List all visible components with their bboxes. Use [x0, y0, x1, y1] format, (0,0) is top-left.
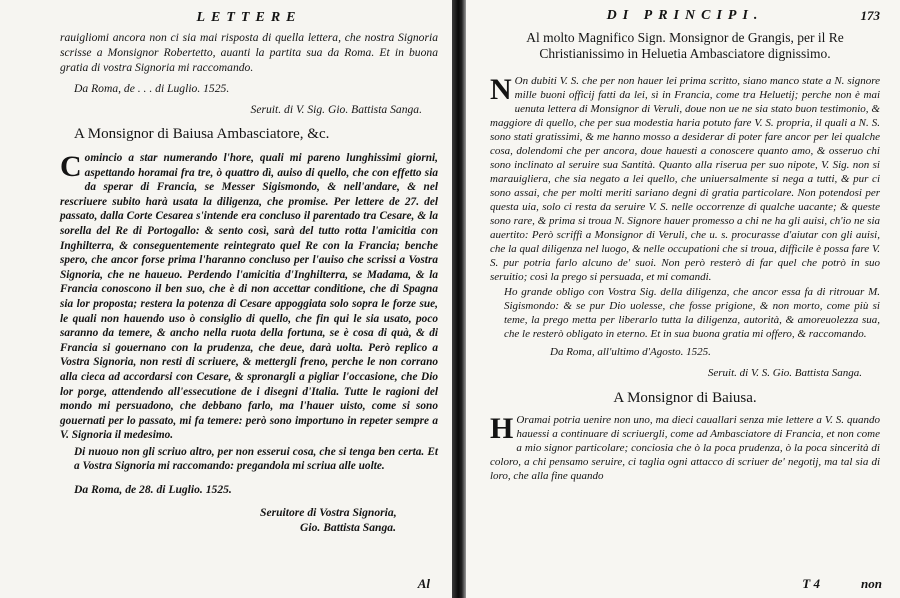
left-letter-body: [60, 151, 438, 443]
book-gutter: [452, 0, 466, 598]
right-body-text-2: Oramai potria uenire non uno, ma dieci cauallari senza mie lettere a V. S. quando hauessi a continuare di scriuergli, come ad Ambasciatore di Francia, et non come a mio signor particolare; conciosia che ò la poca prudenza, ò la poca sincerità di coloro, a chi pensamo seruire, ci taglia ogni attacco di scriuer de' negotij, ma tal sia di loro, che alla fine quando: [490, 414, 880, 482]
right-page-number: 173: [860, 8, 880, 23]
right-paragraph-2: Ho grande obligo con Vostra Sig. della diligenza, che ancor essa fa di ritrouar M. Sigismondo: & se pur Dio uolesse, che fosse prigione, & non morto, come più si teme, la prego metta per liberarlo tutta la diligenza, autorità, & amoreuolezza sua, che le resterò obligato in eterno. Et in sua buona gratia mi offero, & raccomando.: [504, 286, 880, 340]
left-letter-heading: A Monsignor di Baiusa Ambasciatore, &c.: [74, 126, 330, 142]
left-dateline-2: Da Roma, de 28. di Luglio. 1525.: [74, 483, 232, 497]
right-signature: Seruit. di V. S. Gio. Battista Sanga.: [707, 367, 862, 379]
right-body-text: On dubiti V. S. che per non hauer lei prima scritto, siano manco state a N. signore mille buoni officij fatti da lei, sì in Francia, come tra Heluetij; perche non è mai uenuta lettera di Monsignor di Veruli, doue non ue ne sia stato buon testimonio, & maggiore di quello, che per sua modestia haria potuto fare V. S. propria, il quali a N. S. sono stati gratissimi, & me hanno mosso a desiderar di poter fare ancor per lei qualche cosa, dolendomi che per ancora, doue hauesti a conoscere quanto amo, & osseruo chi sono inclinato al seruire sua Santità. Quanto alla riserua per suo nipote, V. Sig. non si marauigliera, che sia negato a lei quello, che uniuersalmente si nega a tutti, & pur ci sono assai, che per molti meriti sariano degni di gratia particolare. Non potendosi per questa uia, solo ci resta da seruire V. S. nelle occorrenze di qualche uacante; & queste sono rare, & prima si troua N. Signore hauer promesso a chi ne ha gli auisi, ch'io ne sia auertito: Però scriffi a Monsignor di Veruli, che u. s. procurasse d'aiutar con gli auisi, che la qual diligenza nel luogo, & nelle occupationi che si troua, difficile è possa fare V. S. pur potria farlo alcuno de' suoi. Non però resterò di far quel che potrò in suo seruitio; così la prego si persuada, et mi comandi.: [490, 75, 880, 283]
right-running-head-wrap: [490, 8, 880, 24]
right-running-head: DI PRINCIPI.: [606, 8, 764, 23]
left-catchword: Al: [417, 576, 430, 591]
left-signature-2-line-2: Gio. Battista Sanga.: [300, 521, 396, 535]
left-continuation-text: rauigliomi ancora non ci sia mai risposta di quella lettera, che nostra Signoria scrisse a Monsignor Robertetto, auanti la partita sua da Roma. Et in buona gratia di vostra Signoria mi raccomando.: [60, 31, 438, 74]
right-page: [466, 0, 900, 598]
right-letter-title: Al molto Magnifico Sign. Monsignor de Grangis, per il Re Christianissimo in Heluetia Ambasciatore dignissimo.: [526, 30, 844, 61]
left-signature-2-line-1: Seruitore di Vostra Signoria,: [260, 506, 397, 520]
right-catchword: non: [861, 576, 882, 591]
left-body-text: omincio a star numerando l'hore, quali mi pareno lunghissimi giorni, aspettando horamai fra tre, ò quattro dì, auiso di quello, che con effetto sia da sperar di Francia, se Messer Sigismondo, & nell'andare, & nel rescriuere subito harà usata la diligenza, che promise. Per lettere de 27. del passato, dalla Corte Cesarea s'intende era concluso il parentado tra Cesare, & la sorella del Re di Portogallo: & sento così, sarà del tutto rotta l'amicitia con Inghilterra, & conseguentemente reintegrato quel Re con la Francia; benche spero, che ancor forse prima l'haranno concluso per l'auiso che scrissi a Vostra Signoria, che ne haueuo. Perdendo l'amicitia d'Inghilterra, se Madama, & la Francia conoscono il ben suo, che è di non accettar conditione, che di Spagna sia lor proposta; restera la potenza di Cesare appoggiata solo sopra le forze sue, le quali non hauendo uso ò consiglio di quello, che fin qui le sia usato, poco saranno da temere, & ancho nella ruota della fortuna, se è cosa di quà, & di Francia si gouernano con la prudenza, che deue, darà uolta. Però replico a Vostra Signoria, non resti di scriuere, & mettergli freno, perche le non corrano alla cieca ad accordarsi con Cesare, & spronargli a pigliar l'occasione, che Dio lor porge, attendendo all'essecutione de i disegni d'Italia. Tutte le ragioni del mondo mi persuadono, che debbano farlo, ma l'hauer uisto, come si sono gouernati per lo passato, mi fa temere: però sono importuno in repeter sempre a V. Signoria il medesimo.: [60, 152, 438, 442]
right-letter-heading: A Monsignor di Baiusa.: [613, 390, 757, 406]
left-closing-text: Di nuouo non gli scriuo altro, per non esserui cosa, che si tenga ben certa. Et a Vostra Signoria mi raccomando: pregandola mi scriua alle uolte.: [74, 445, 438, 473]
left-running-head: LETTERE: [196, 10, 302, 25]
left-signature: Seruit. di V. Sig. Gio. Battista Sanga.: [250, 103, 422, 116]
right-dropcap-2: H: [490, 412, 514, 445]
right-signature-mark: T 4: [802, 576, 820, 591]
left-dateline: Da Roma, de . . . di Luglio. 1525.: [74, 82, 230, 95]
left-dropcap: C: [60, 150, 82, 183]
right-letter-body: [490, 74, 880, 284]
right-letter-body-2: [490, 413, 880, 483]
right-dropcap: N: [490, 73, 512, 106]
right-dateline: Da Roma, all'ultimo d'Agosto. 1525.: [550, 346, 711, 358]
